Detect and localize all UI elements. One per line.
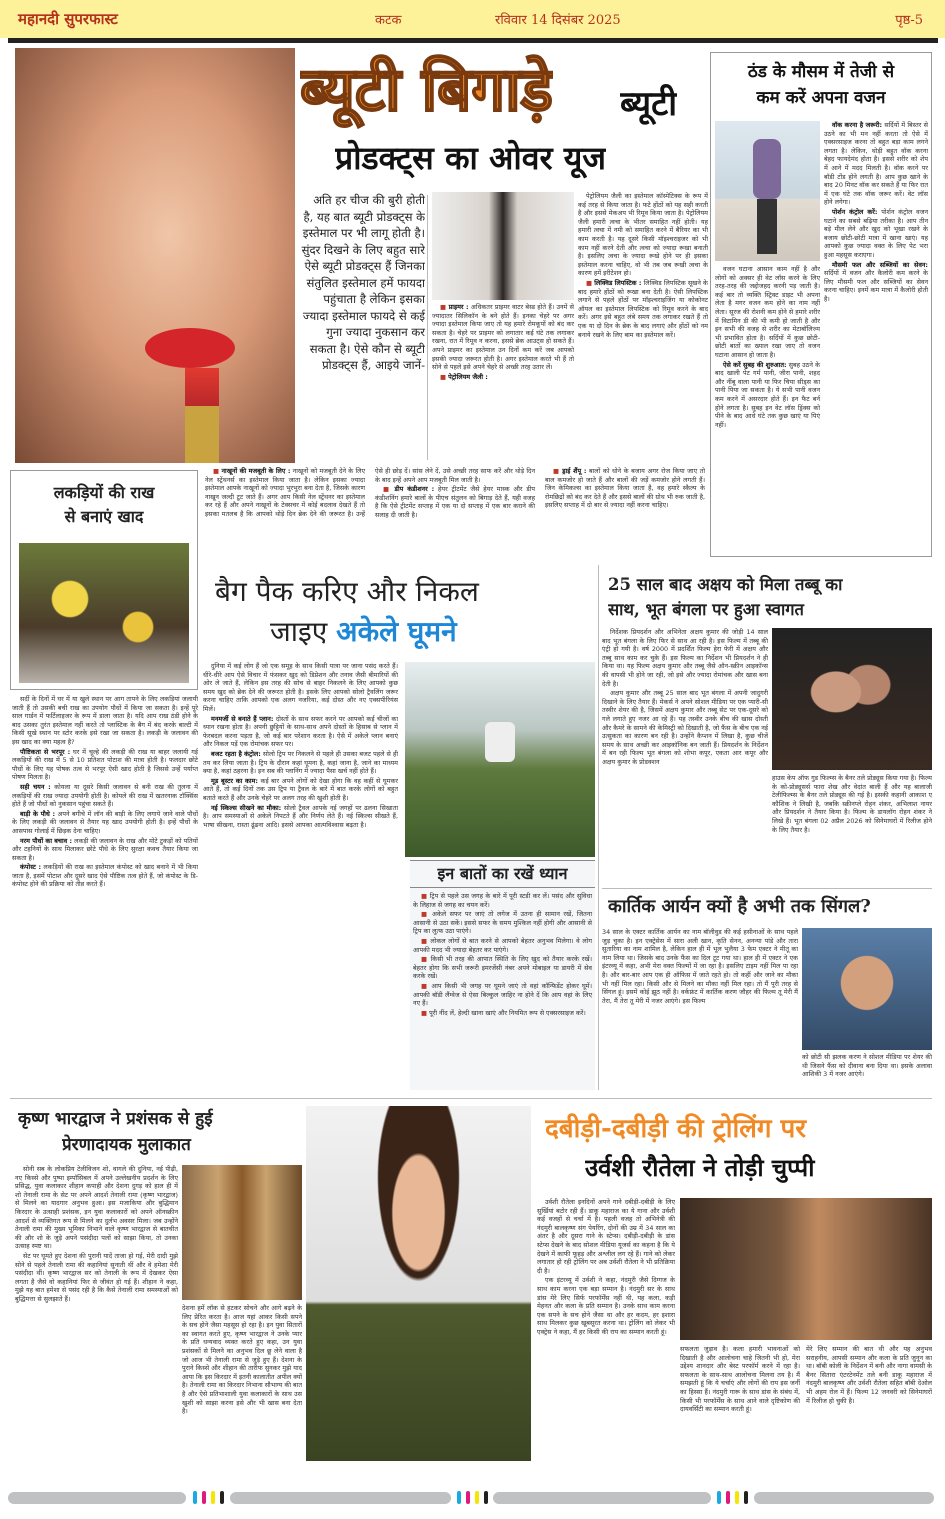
page-number: पृष्ठ-5	[895, 13, 923, 28]
subhead-soft-plants: नरम पौधों का बचाव :	[20, 836, 73, 845]
beauty-continuation	[205, 467, 705, 562]
black-mark	[220, 1491, 224, 1504]
dance-still-photo	[680, 1198, 932, 1340]
travel-headline-2b: अकेले घूमने	[336, 615, 457, 648]
dry-text: बालों को धोने के बजाय अगर रोज किया जाए तो बाल कमजोर हो जाते हैं और बालों की जड़ें कमजोर होने लगती हैं। जिन केमिकल्स का इस्तेमाल किया जाता है, वह हमारे स्कैल्प के रोमछिद्रों को बंद कर देते हैं और इससे बालों की ग्रोथ भी रुक जाती है, इसलिए सप्ताह में दो बार से ज्यादा नहीं करना चाहिए।	[545, 467, 705, 510]
solo-traveller-photo	[405, 662, 595, 857]
beauty-headline-2: ब्यूटी	[620, 84, 678, 124]
subhead-mood: मूड बूस्टर का काम:	[211, 776, 258, 785]
footer-bar	[493, 1492, 711, 1504]
skills-text: सोलो ट्रैवल आपके नई जगहों पर ढलना सिखाता है। आप समस्याओं से अकेले निपटते हैं और निर्णय लेते हैं। नई स्किल्स सीखते हैं, भाषा सीखना, रास्ता ढूंढना आदि। इससे आपका आत्मविश्वास बढ़ता है।	[203, 803, 398, 829]
black-mark	[484, 1491, 488, 1504]
beauty-headline-1: ब्यूटी बिगाड़े	[300, 55, 553, 125]
runner-legs	[757, 199, 777, 254]
ash-article-box	[10, 470, 198, 690]
tabbu-column-1	[602, 628, 768, 884]
beauty-column-1	[432, 303, 574, 463]
beauty-column-2	[578, 192, 708, 462]
tabbu-text-2: अक्षय कुमार और तब्बू 25 साल बाद भूत बंगला में अपनी जादुगरी दिखाने के लिए तैयार हैं। मेकर्स ने अपने सोशल मीडिया पर एक प्यारी-सी तस्वीर शेयर की है, जिसमें अक्षय कुमार और तब्बू सेट पर एक-दूसरे को गले लगाते हुए नजर आ रहे हैं। यह तस्वीर उनके बीच की खास दोस्ती और कैमरे के सामने की केमिस्ट्री को दिखाती है, जो फैंस के बीच एक नई उत्सुकता का कारण बन रही है। उन्होंने कैप्शन में लिखा है, कुछ चीजें समय के साथ अच्छी कर आइकॉनिक बन जाती हैं। प्रियदर्शन के निर्देशन में बन रही फिल्म भूत बंगला को शोभा कपूर, एकता आर कपूर और अक्षय कुमार के प्रोडक्शन	[602, 689, 768, 766]
urvashi-photo	[306, 1106, 531, 1461]
akshay-tabbu-photo	[772, 628, 932, 770]
garden-ash-photo	[19, 543, 189, 683]
tip-item: ■ किसी भी तरह की आपात स्थिति के लिए खुद को तैयार करके रखें। बेहतर होगा कि सभी जरूरी इमरजेंसी नंबर अपने मोबाइल या डायरी में सेव करके रखें।	[413, 955, 592, 981]
divider	[427, 195, 428, 460]
divider	[10, 1098, 932, 1099]
tabbu-column-2: हाउस केप ऑफ गुड फिल्म्स के बैनर तले प्रोड्यूस किया गया है। फिल्म के को-प्रोड्यूसर्स फारा शेख और वेदांत बाली हैं और यह बालाजी टेलीफिल्म्स के बैनर तले प्रोड्यूस की गई है। इसकी कहानी आकाश ए कौशिक ने लिखी है, जबकि स्क्रीनप्ले रोहन शंकर, अभिलाश नायर और प्रियदर्शन ने तैयार किया है। फिल्म के डायलॉग रोहन शंकर ने लिखे हैं। भूत बंगला 02 अप्रैल 2026 को सिनेमाघरों में रिलीज होने के लिए तैयार है।	[772, 774, 932, 834]
subhead-portion: पोर्शन कंट्रोल करें:	[832, 207, 878, 216]
krishna-column-2: देशना हमें लॉक से हटकर सोचने और आगे बढ़ने के लिए प्रेरित करता है। आज यहां आकर किसी सपने के सच होने जैसा महसूस हो रहा है। इन युवा सितारों का स्वागत करते हुए, कृष्ण भारद्वाज ने उनके प्यार के प्रति धन्यवाद व्यक्त करते हुए कहा, उन युवा प्रशंसकों से मिलने का अनुभव दिल छू लेने वाला है जो आज भी तेनाली रामा से जुड़े हुए हैं। देशना के पुराने किस्से और शीहान की तारीफ सुनकर मुझे याद आया कि इस किरदार में इतनी कालातीत अपील क्यों है। तेनाली रामा का किरदार निभाना सौभाग्य की बात है और ऐसे प्रतिभाशाली युवा कलाकारों के साथ उस खुशी को साझा करना इसे और भी खास बना देता है।	[182, 1304, 302, 1416]
subhead-dry-shampoo: ड्राई शैंपू :	[562, 467, 587, 475]
krishna-text-2: सेट पर घूमते हुए देशना की पुरानी यादें ताजा हो गई, मेरी दादी मुझे सोने से पहले तेनाली रामा की कहानियां सुनाती थीं और वे हमेशा मेरी पसंदीदा थीं। कृष्ण भारद्वाज सर को तेनाली के रूप में देखकर ऐसा लगता है जैसे वो कहानियां फिर से जीवंत हो गई हैं। शीहान ने कहा, मुझे यह बात हमेशा से पसंद रही है कि कैसे तेनाली रामा समस्याओं को बुद्धिमत्ता से सुलझाते हैं।	[15, 1251, 178, 1303]
yellow-mark	[735, 1491, 739, 1504]
budget-text: सोलो ट्रिप पर निकलने से पहले ही उसका बजट पहले से ही तय कर लिया जाता है। ट्रिप के दौरान कहां घूमना है, कहां जाना है, जाने का माध्यम क्या है, कहां ठहरना है। इन सब की प्लानिंग में ज्यादा पैसा खर्च नहीं होते हैं।	[203, 749, 398, 776]
subhead-morning: ऐसे करें सुबह की शुरुआत:	[723, 360, 787, 369]
plan-text: दोस्तों के साथ सफर करने पर आपको कई चीजों का ध्यान रखना होता है। अपनी छुट्टियों के साथ-साथ अपने दोस्तों के हिसाब से प्लान में फेरबदल करना पड़ता है, जो कई बार परेशान करता है। ऐसे में अकेले प्लान बनाएं और निकल पड़ें एक रोमांचक सफर पर।	[203, 714, 398, 749]
subhead-petroleum-jelly: पेट्रोलियम जैली :	[448, 372, 488, 381]
tabbu-headline-1: 25 साल बाद अक्षय को मिला तब्बू का	[608, 575, 843, 594]
kartik-text: 34 साल के एक्टर कार्तिक आर्यन का नाम बॉलीवुड की कई हसीनाओं के साथ पहले जुड़ चुका है। इन एक्ट्रेसेस में सारा अली खान, कृति सेनन, अनन्या पांडे और तारा सुतारिया का नाम शामिल है, लेकिन हाल ही में भूल भुलैया 3 फेम एक्टर ने मीतू का नाम लिया था। जिसके बाद उनके फैंस का दिल टूट गया था। हाल ही में एक्टर ने एक इंटरव्यू में कहा, अभी मेरा वक्त फिल्मों में जा रहा है। इसलिए टाइम नहीं मिल पा रहा है। और बार-बार आप एक ही ऑफिस में जाते रहते हो। तो कहीं और जाने का मौका भी नहीं मिल रहा। किसी और से मिलने का मौका नहीं मिल रहा। तो मैं पूरी तरह से सिंगल हूं। इसमें कोई झूठ नहीं है। वर्कफ्रंट में कार्तिक करण जौहर की फिल्म तू मेरी मैं तेरा, मैं तेरा तू मेरी में नजर आएंगे। इस फिल्म	[602, 928, 798, 1005]
runner-photo	[715, 121, 820, 261]
krishna-column-1	[15, 1165, 178, 1465]
subhead-budget: बजट रहता है कंट्रोल:	[211, 749, 261, 758]
nail-text: नाखूनों को मजबूती देने के लिए नेल स्ट्रेंथनर्स का इस्तेमाल किया जाता है। लेकिन इसका ज्यादा इस्तेमाल आपके नाखूनों को ज्यादा भुरभुरा बना देता है, जिसके कारण नाखून जल्दी टूट जाते हैं। अगर आप किसी नेल स्ट्रेंथनर का इस्तेमाल कर रहे हैं और अपने नाखूनों के टेक्सचर में कोई बदलाव देखते हैं तो इसका मतलब है कि आपको थोड़े दिन ब्रेक देने की जरूरत है। उन्हें ऐसे ही छोड़ दें। सांस लेने दें, उसे अच्छी तरह साफ करें और थोड़े दिन के बाद इन्हें अपने आप मजबूती मिल जाती है।	[205, 467, 535, 518]
lipstick-shape	[185, 368, 219, 463]
travel-headline-1: बैग पैक करिए और निकल	[215, 575, 479, 608]
ash-article-text	[12, 695, 198, 1090]
city: कटक	[375, 13, 402, 28]
yellow-mark	[475, 1491, 479, 1504]
urvashi-column-3: मेरे लिए सम्मान की बात थी और यह अनुभव सराहनीय, आपसी सम्मान और कला के प्रति जुनून का था। बॉबी कोली के निर्देशन में बनी और नागा वामसी के बैनर सितारा एंटरटेनमेंट तले बनी डाकू महाराज में नंदमुरी बालकृष्ण और उर्वशी रौतेला सहित बॉबी देओल भी अहम रोल में हैं। फिल्म 12 जनवरी को सिनेमाघरों में रिलीज हो चुकी है।	[806, 1345, 932, 1405]
ash-intro: सर्दी के दिनों में घर में या खुले स्थान पर आग तापने के लिए लकड़ियां जलायी जाती हैं तो उसकी बची राख का उपयोग पौधों में किया जा सकता है। इन्हें पूरे साल गार्डन में फर्टिलाइजर के रूप में डाला जाता है। यदि आप राख ठंडी होने के बाद उसका तुरंत इस्तेमाल नहीं करते तो प्लास्टिक के बैग में बंद करके बाल्टी में किसी सूखे स्थान पर स्टोर करके इसे रखा जा सकता है। लकड़ी के जलावन की इस खाद का क्या महत्व है?	[12, 695, 198, 746]
tip-item: ■ लोकल लोगों से बात करने से आपको बेहतर अनुभव मिलेगा। वे लोग आपकी मदद भी ज्यादा बेहतर कर पाएंगे।	[413, 937, 592, 954]
cyan-mark	[193, 1491, 197, 1504]
tip-item: ■ आप किसी भी जगह पर घूमने जाएं तो वहां कॉन्फिडेंट होकर घूमें। आपकी बॉडी लैंग्वेज से ऐसा बिल्कुल जाहिर ना होने दें कि आप वहां के लिए नए हैं।	[413, 982, 592, 1008]
footer-bar	[754, 1492, 934, 1504]
weight-column-2	[824, 121, 928, 553]
walk-text: सर्दियों में बिस्तर से उठने का भी मन नहीं करता तो ऐसे में एक्सरसाइज करना तो बहुत बड़ा काम लगने लगता है। लेकिन, थोड़ी बहुत वॉक करना बेहद फायदेमंद होता है। इससे शरीर को शेप में आने में मदद मिलती है। वॉक करने पर बॉडी टोंड होने लगती है। आप कुछ खाने के बाद 20 मिनट वॉक कर सकते हैं या फिर रात में एक घंटे तक वॉक जरूर करें। वेट लॉस होने लगेगा।	[824, 121, 928, 207]
subhead-walk: वॉक करना है जरूरी:	[832, 121, 883, 129]
divider	[602, 888, 932, 889]
weight-headline-2: कम करें अपना वजन	[756, 88, 886, 108]
lips-shape	[145, 328, 235, 368]
travel-tips-box	[410, 860, 595, 1090]
subhead-nails: नाखूनों की मजबूती के लिए :	[221, 467, 291, 475]
ash-headline-1: लकड़ियों की राख	[53, 483, 155, 502]
subhead-primer: प्राइमर :	[448, 303, 469, 311]
urvashi-headline-2: उर्वशी रौतेला ने तोड़ी चुप्पी	[585, 1153, 815, 1182]
traveller-figure	[485, 722, 515, 762]
nutri-text: घर में चूल्हे की लकड़ी की राख या बाहर जलायी गई लकड़ियों की राख में 5 से 10 प्रतिशत पोटाश की मात्रा होती है। फलदार छोटे पौधों के लिए यह पोषक तत्व से भरपूर ऐसी खाद होती है जिससे उन्हें पर्याप्त पोषण मिलता है।	[12, 747, 198, 782]
kartik-text-2: को छोटी सी झलक करण ने सोशल मीडिया पर शेयर की थी जिसने फैंस को दीवाना बना दिया था। इसके अलावा आशिकी 3 में नजर आएंगे।	[802, 1053, 932, 1079]
black-mark	[744, 1491, 748, 1504]
tabbu-text-1: निर्देशक प्रियदर्शन और अभिनेता अक्षय कुमार की जोड़ी 14 साल बाद भूत बंगला के लिए फिर से साथ आ रही है। इस फिल्म में तब्बू की एंट्री हो गयी है। वर्ष 2000 में प्रदर्शित फिल्म हेरा फेरी में अक्षय और तब्बू साथ काम कर चुके हैं। इस फिल्म का निर्देशन भी प्रियदर्शन ने ही किया था। यह फिल्म अक्षय कुमार और तब्बू जैसे ऑन-स्क्रीन आइकॉन्स की वापसी भी होने जा रही, जो इसे और ज्यादा रोमांचक और खास बना देती है।	[602, 628, 768, 688]
divider	[598, 565, 599, 1090]
cyan-mark	[457, 1491, 461, 1504]
beauty-model-photo	[15, 48, 295, 463]
krishna-with-fans-photo	[182, 1165, 302, 1300]
compost-text: लकड़ियों की राख का इस्तेमाल कंपोस्ट को खाद बनाने में भी किया जाता है, इसमें पोटाश और दूसरे खाद ऐसे पौष्टिक तत्व होते हैं, जो कंपोस्ट के डि-कंपोस्ट होने की प्रक्रिया को तीव्र करते हैं।	[12, 863, 198, 889]
urvashi-text-1: उर्वशी रौतेला इनदिनों अपने गाने दबीड़ी-दबीड़ी के लिए सुर्खियां बटोर रही हैं। डाकू महाराज का ये गाना और उर्वशी कई वजहों से चर्चा में है। पहली वजह तो अभिनेत्री की नंदमुरी बालकृष्ण संग पेयरिंग, दोनों की उम्र में 34 साल का अंतर है और दूसरा गाने के स्टेप्स। दबीड़ी-दबीड़ी के डांस स्टेप्स देखने के बाद सोशल मीडिया यूजर्स का कहना है कि ये देखने में काफी फूहड़ और अश्लील लग रहे हैं। गाने को लेकर लगातार हो रही ट्रोलिंग पर अब उर्वशी रौतेला ने भी प्रतिक्रिया दी है।	[537, 1198, 675, 1275]
tip-item: ■ ट्रिप से पहले उस जगह के बारे में पूरी स्टडी कर लें। पसंद और सुविधा के लिहाज से जगह का चयन करें।	[413, 892, 592, 909]
tips-title: इन बातों का रखें ध्यान	[410, 861, 595, 888]
tips-list	[410, 888, 595, 1022]
subhead-nutrition: पौष्टिकता से भरपूर :	[20, 747, 71, 756]
choice-text: कोयला या दूसरे किसी जलावन से बनी राख की तुलना में लकड़ियों की राख ज्यादा उपयोगी होती है। कोयले की राख में खतरनाक टॉक्सिंस होते हैं जो पौधों को नुकसान पहुंचा सकते हैं।	[12, 782, 198, 809]
tip-item: ■ अकेले सफर पर जाएं तो लगेज में उतना ही सामान रखें, जितना आसानी से उठा सकें। इससे सफर के समय मुश्किल नहीं होगी और आसानी से ट्रिप का लुत्फ उठा पाएंगे।	[413, 910, 592, 936]
date: रविवार 14 दिसंबर 2025	[495, 13, 621, 28]
newspaper-name: महानदी सुपरफास्ट	[18, 10, 118, 28]
hair-photo	[432, 192, 574, 300]
magenta-mark	[466, 1491, 470, 1504]
soft-text: लकड़ी की जलावन के राख और मोटे टुकड़ों को पतियों और टहनियों के साथ मिलाकर छोटे पौधे के लिए सुरक्षा कवच तैयार किया जा सकता है।	[12, 836, 198, 862]
travel-headline-2a: जाइए	[270, 615, 337, 648]
urvashi-column-2: सफलता जुड़ाव है। कला हमारी भावनाओं को दिखाती है और आलोचना चाहे जितनी भी हो, मेरा उद्देश्य शानदार और बेस्ट परफॉर्म करने में रहा है। सफलता के साथ-साथ आलोचना मिलना तय है। मैं समझती हूं कि ये चर्चाएं और लोगों की राय इस जर्नी का हिस्सा हैं। नंदमुरी गारू के साथ डांस के संबंध में, किसी भी परफॉर्मेंस के साथ आने वाले दृष्टिकोण की दायवर्सिटी का सम्मान करती हूं।	[680, 1345, 800, 1414]
petroleum-text: पेट्रोलियम जैली का इस्तेमाल कॉस्मेटिक्स के रूप में कई तरह से किया जाता है। फटे होंठों को यह सही करती है और इससे मेकअप भी रिमूव किया जाता है। पेट्रोलियम जैली हमारी त्वचा के भीतर समाहित नहीं होती। यह हमारी त्वचा में नमी को समाहित करने में बैरियर का भी काम करती है। यह दूसरे किसी मॉइश्चराइजर को भी काम नहीं करने देती और त्वचा को ज्यादा रूखा बनाती है। इसलिए त्वचा के ज्यादा रूखे होने पर ही इसका इस्तेमाल करना चाहिए, वो भी तब जब रूखी त्वचा के कारण हमें इरीटेशन हो।	[578, 192, 708, 278]
ash-headline-2: से बनाएं खाद	[64, 507, 144, 526]
fruit-text: सर्दियों में वजन और कैलोरी कम करने के लिए मौसमी फल और सब्जियों का सेवन करना चाहिए। इनमें कम मात्रा में कैलोरी होती है।	[824, 269, 928, 303]
kartik-photo	[802, 928, 932, 1050]
subhead-deep-conditioner: डीप कंडीशनर :	[394, 485, 435, 494]
beauty-headline-3: प्रोडक्ट्स का ओवर यूज	[335, 139, 607, 177]
runner-figure	[753, 139, 781, 199]
subhead-plan: मनमर्जी से बनाते हैं प्लान:	[211, 714, 274, 723]
kartik-headline: कार्तिक आर्यन क्यों है अभी तक सिंगल?	[608, 896, 871, 917]
krishna-headline-2: प्रेरणादायक मुलाकात	[62, 1135, 191, 1155]
krishna-headline-1: कृष्ण भारद्वाज ने प्रशंसक से हुई	[18, 1109, 213, 1129]
krishna-text-1: सोनी सब के लोकप्रिय टेलीविजन शो, वागले की दुनिया, नई पीढ़ी, नए किस्से और पुष्पा इम्पॉसिबल में अपने उल्लेखनीय प्रदर्शन के लिए प्रसिद्ध, युवा कलाकार शीहान कपाही और देशना दुगड़ को हाल ही में शो तेनाली रामा के सेट पर अपने आदर्श तेनाली रामा (कृष्ण भारद्वाज) से मिलने का यादगार अनुभव हुआ। इस मजाकिया और बुद्धिमान किरदार के उत्साही प्रशंसक, इन युवा कलाकारों को अपने ऑनस्क्रीन आदर्श से व्यक्तिगत रूप से मिलने का दुर्लभ अवसर मिला। जब उन्होंने तेनाली रामा की मुख्य भूमिका निभाने वाले कृष्ण भारद्वाज से बातचीत की और शो के जुड़े अपने पसंदीदा पलों को साझा किया, तो उनका उत्साह स्पष्ट था।	[15, 1165, 178, 1251]
morning-text: सुबह उठने के बाद खाली पेट गर्म पानी, जीरा पानी, शहद और नींबू वाला पानी या फिर चिया सीड्स का पानी पिया जा सकता है। ये सभी पानी वजन कम करने में असरदार होते हैं। इन फैट बर्न होने लगता है। सुबह इन वेट लॉस ड्रिंक्स को पीने के बाद आधे घंटे तक कुछ खाएं या पिएं नहीं।	[715, 360, 820, 429]
yellow-mark	[211, 1491, 215, 1504]
weight-intro: वजन घटाना आसान काम नहीं है और लोगों को अक्सर ही वेट लॉस करने के लिए तरह-तरह की जद्दोजहद करनी पड़ जाती है। कई बार तो व्यक्ति स्ट्रिक्ट डाइट भी अपना लेता है मगर वजन कम होने का नाम नहीं लेता। सूरज की रोशनी कम होने से हमारे शरीर में विटामिन डी की भी कमी हो जाती है और इन सभी की वजह से शरीर का मेटाबॉलिज्म भी प्रभावित होता है। सर्दियों में कुछ छोटी-छोटी बातों का ख्याल रखा जाए तो वजन घटाना आसान हो जाता है।	[715, 265, 820, 359]
deep-text: हेयर ट्रीटमेंट जैसे हेयर मास्क और डीप कंडीशनिंग हमारे बालों के पीएच संतुलन को बिगाड़ देते हैं, यही वजह है कि ऐसे ट्रीटमेंट सप्ताह में एक या दो सप्ताह में एक बार कराने की सलाह दी जाती है।	[375, 485, 535, 519]
mood-text: कई बार अपने लोगों को देखा होगा कि वह कहीं से घूमकर आते हैं, तो कई दिनों तक उस ट्रिप या ट्रैवल के बारे में बात करके लोगों को बहुत बताते करते हैं और उनके चेहरे पर अलग तरह की खुशी होती है।	[203, 776, 398, 802]
beauty-intro: अति हर चीज की बुरी होती है, यह बात ब्यूटी प्रोडक्ट्स के इस्तेमाल पर भी लागू होती है। सुंदर दिखने के लिए बहुत सारे ऐसे ब्यूटी प्रोडक्ट्स हैं जिनका संतुलित इस्तेमाल हमें फायदा पहुंचाता है लेकिन इसका ज्यादा इस्तेमाल फायदे से कई गुना ज्यादा नुकसान कर सकता है। ऐसे कौन से ब्यूटी प्रोडक्ट्स हैं, आइये जानें-	[301, 193, 425, 372]
garden-text: अपने बगीचे में लॉन की बाड़ी के लिए लगाये जाने वाले पौधों के लिए लकड़ी की जलावन से तैयार यह खाद उपयोगी होती है। इन्हें पौधों के आसपास गोलाई में छिड़क देना चाहिए।	[12, 809, 198, 835]
urvashi-column-1	[537, 1198, 675, 1463]
weight-column-1	[715, 265, 820, 555]
footer-bar	[230, 1492, 451, 1504]
tabbu-headline-2: साथ, भूत बंगला पर हुआ स्वागत	[608, 600, 804, 619]
subhead-fruit: मौसमी फल और सब्जियों का सेवन:	[832, 260, 928, 269]
weight-headline-1: ठंड के मौसम में तेजी से	[747, 62, 895, 82]
portion-text: पोर्शन कंट्रोल वजन घटाने का सबसे बढ़िया तरीका है। आप तीन बड़े मील लेने और खुद को भूखा रखने के बजाय छोटी-छोटी मात्रा में खाना खाएं। यह आपको कुछ ज्यादा वक्त के लिए पेट भरा हुआ महसूस कराएगा।	[824, 207, 928, 259]
tip-item: ■ पूरी नींद लें, हेल्दी खाना खाएं और नियमित रूप से एक्सरसाइज करें।	[413, 1009, 592, 1018]
footer-bar	[8, 1492, 186, 1504]
travel-intro: दुनिया में कई लोग हैं जो एक समूह के साथ किसी यात्रा पर जाना पसंद करते हैं। धीरे-धीरे आप ऐसे विचार में फंसकर खुद को डिप्रेशन और तनाव जैसी बीमारियों की ओर ले जाते हैं, लेकिन इस तरह की सोच से बाहर निकलने के लिए आपको कुछ समय खुद को ब्रेक देने की जरूरत होती है। इसके लिए आपको सोलो ट्रैवलिंग जरूर करना चाहिए ताकि आपको एक अलग नजरिया, कई दोस्त और नए एक्सपीरियंस मिलें।	[203, 662, 398, 713]
subhead-choice: सही चयन :	[20, 782, 51, 791]
subhead-skills: नई स्किल्स सीखने का मौका:	[211, 803, 282, 812]
header-rule	[8, 38, 938, 43]
subhead-liquid-lipstick: लिक्विड लिपस्टिक :	[594, 278, 642, 287]
subhead-garden: बाड़ी के पौधे :	[20, 809, 56, 818]
travel-article-text	[203, 662, 398, 1090]
primer-text: अधिकतर प्राइमर वाटर बेस्ड होते हैं। उनमें से ज्यादातर सिलिकॉन के बने होते हैं। इनका चेहरे पर अगर ज्यादा इस्तेमाल किया जाए तो यह हमारे रोमकूपों को बंद कर सकता है। चेहरे पर प्राइमर को लगातार कई घंटे तक लगाकर रखना, रात में रिमूव न करना, इससे ब्रेक आउट्स हो सकते हैं। अपने प्राइमर का इस्तेमाल उन दिनों कम करें जब आपको इसकी ज्यादा जरूरत होती है। अगर इस्तेमाल करते भी हैं तो सोने से पहले इसे अपने चेहरे से अच्छी तरह उतार लें।	[432, 303, 574, 372]
magenta-mark	[202, 1491, 206, 1504]
lipstick-text: लिक्विड लिपस्टिक सूखने के बाद हमारे होंठों को रूखा बना देती है। ऐसी लिपस्टिक लगाने से पहले होंठों पर मॉइश्चराइजिंग या कोकोनट ऑयल का इस्तेमाल लिपस्टिक को रिमूव करने के बाद करें। अगर इसे बहुत लंबे समय तक लगाकर रखते हैं तो एक या दो दिन के ब्रेक के बाद लगाएं और होंठों को नम बनाये रखने के लिए बाम का इस्तेमाल करें।	[578, 278, 708, 339]
subhead-compost: कंपोस्ट :	[20, 863, 42, 872]
travel-headline-2	[270, 612, 600, 652]
masthead	[0, 0, 945, 38]
weight-article-box	[710, 52, 932, 557]
magenta-mark	[726, 1491, 730, 1504]
urvashi-headline-1: दबीड़ी-दबीड़ी की ट्रोलिंग पर	[545, 1114, 806, 1144]
urvashi-text-2: एक इंटरव्यू में उर्वशी ने कहा, नंदमुरी जैसे दिग्गज के साथ काम करना एक बड़ा सम्मान है। नंदमुरी सर के साथ डांस मेरे लिए सिर्फ परफॉर्मेंस नहीं थी, यह कला, कड़ी मेहनत और कला के प्रति सम्मान है। उनके साथ काम करना एक सपने के सच होने जैसा था और हर कदम, हर इशारा साथ मिलकर कुछ खूबसूरत करना था। ट्रोलिंग को लेकर भी एक्ट्रेस ने कहा, मैं हर किसी की राय का सम्मान करती हूं।	[537, 1276, 675, 1336]
cyan-mark	[717, 1491, 721, 1504]
